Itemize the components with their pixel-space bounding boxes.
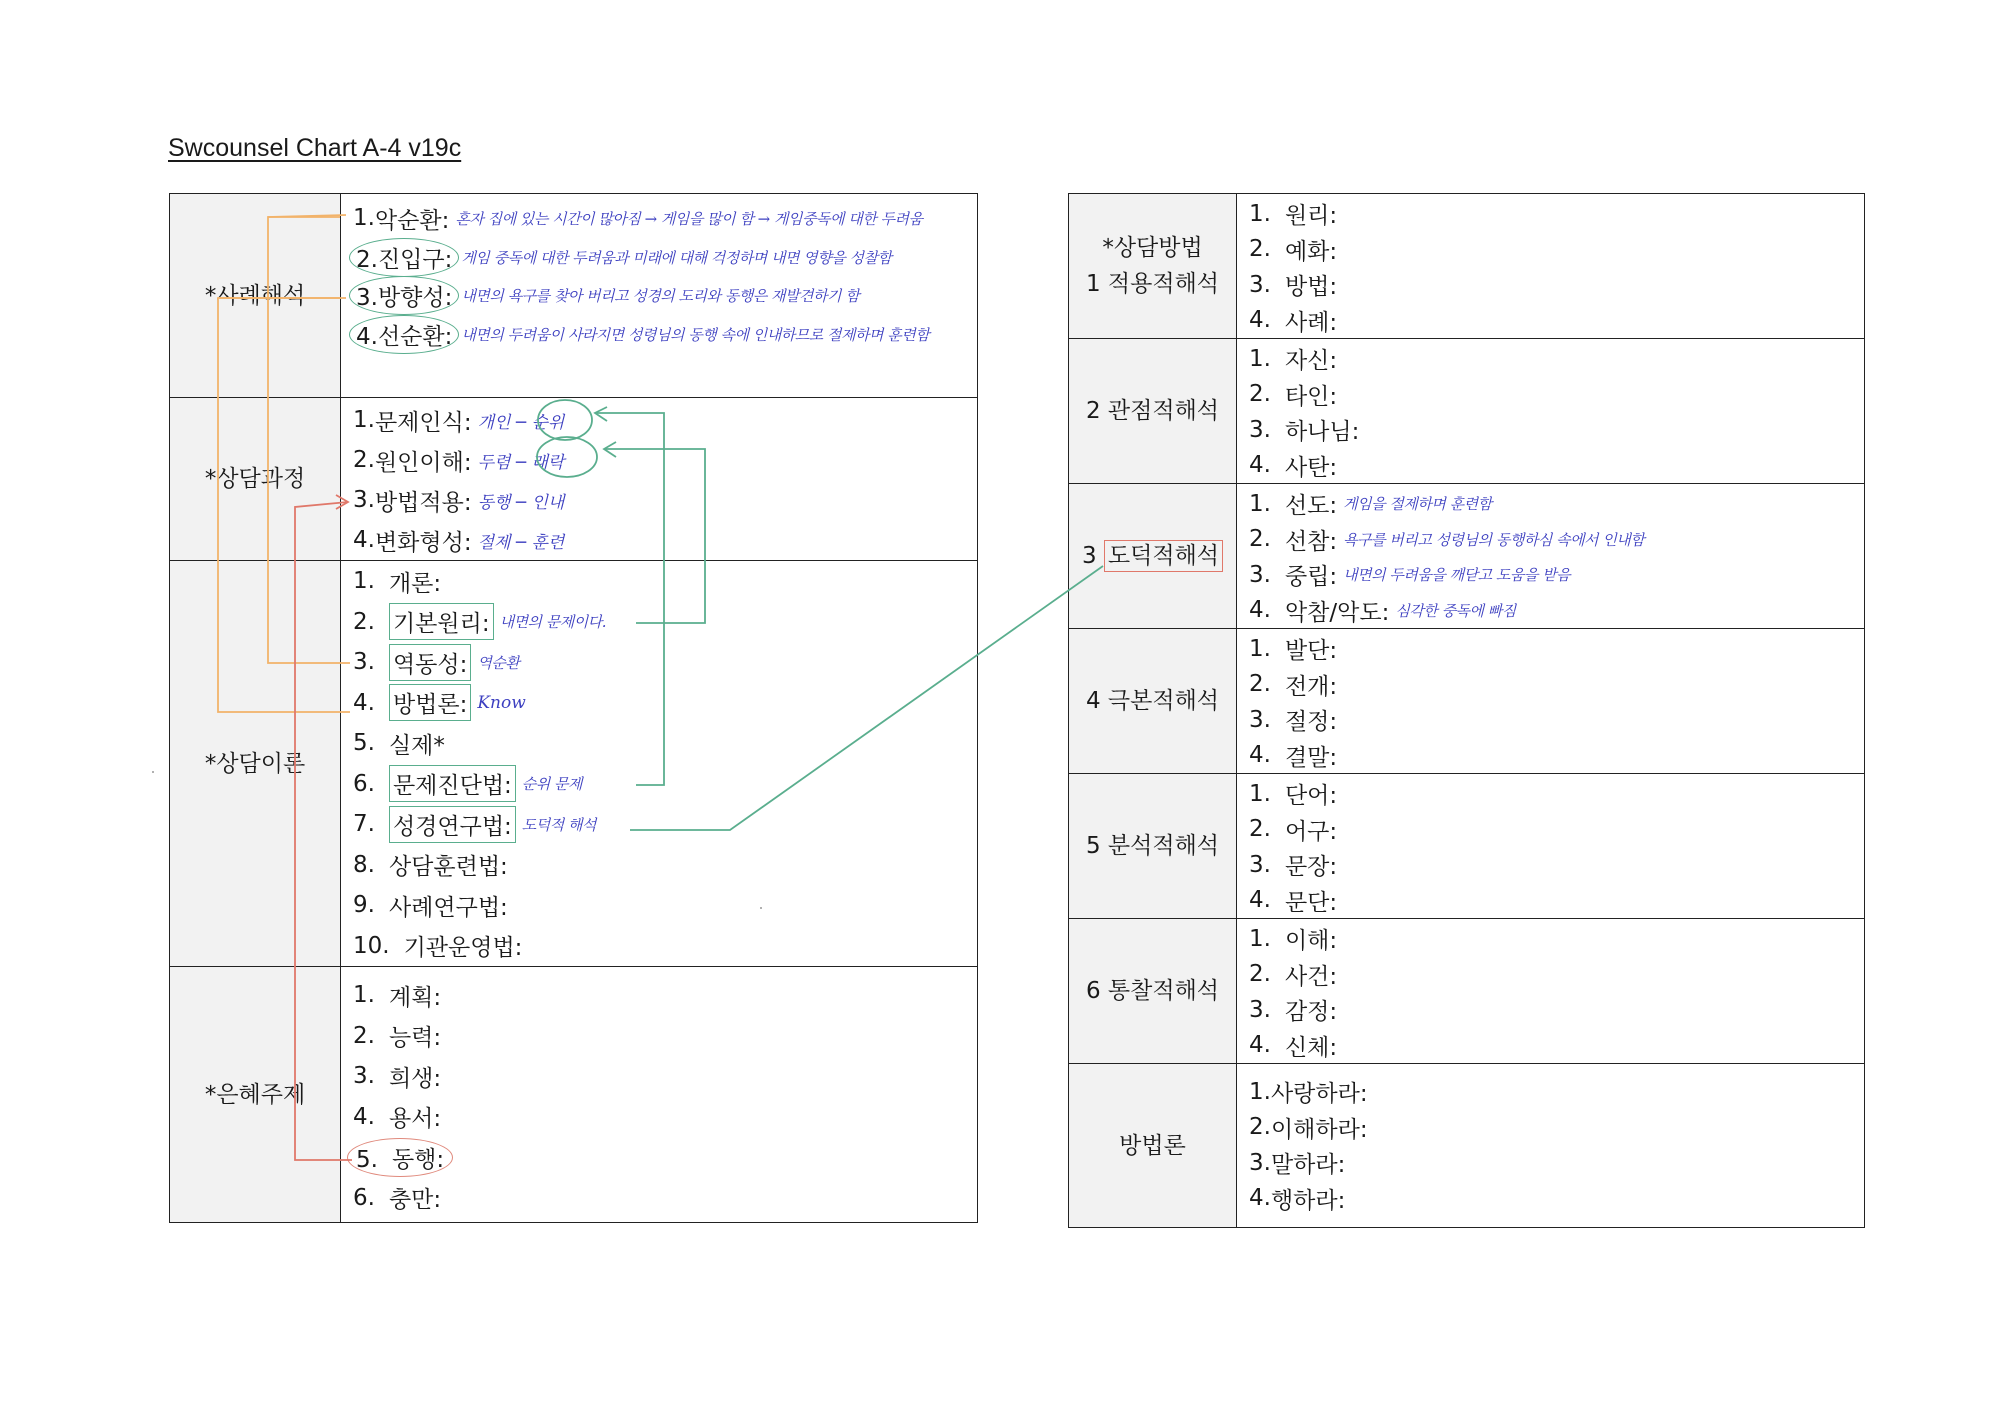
handwritten-note: 게임을 절제하며 훈련함 [1343, 495, 1492, 514]
speck [152, 771, 154, 773]
list-item: 3. 방법적용: 동행 ─ 인내 [353, 487, 565, 516]
handwritten-note: 게임 중독에 대한 두려움과 미래에 대해 걱정하며 내면 영향을 성찰함 [461, 248, 892, 267]
list-item: 2. 기본원리: 내면의 문제이다. [353, 602, 977, 643]
list-item: 4. 변화형성: 절제 ─ 훈련 [353, 527, 565, 556]
section-counseling-method [1069, 194, 1865, 339]
boxed-label: 문제진단법: [389, 765, 516, 802]
list-item: 4. 신체: [1249, 1032, 1338, 1061]
speck [760, 907, 762, 909]
handwritten-note: 내면의 두려움이 사라지면 성령님의 동행 속에 인내하므로 절제하며 훈련함 [461, 325, 930, 344]
circled-label: 4.선순환: [349, 315, 459, 354]
handwritten-note: 내면의 두려움을 깨닫고 도움을 받음 [1343, 566, 1571, 585]
list-item: 2. 이해하라: [1249, 1114, 1368, 1143]
list-item [353, 276, 977, 314]
handwritten-note: 순위 문제 [521, 775, 583, 794]
handwritten-note: 내면의 문제이다. [499, 613, 607, 632]
list-item: 3. 방법: [1249, 271, 1338, 301]
list-item: 1. 선도: 게임을 절제하며 훈련함 [1249, 490, 1492, 520]
list-item: 4. 용서: [353, 1103, 442, 1133]
list-item: 4. 사례: [1249, 307, 1338, 336]
list-item: 1. 이해: [1249, 925, 1338, 955]
circled-label: 2.진입구: [349, 238, 459, 277]
list-item: 5. 실제* [353, 730, 445, 759]
section-counseling-process [170, 398, 978, 561]
list-item: 9. 사례연구법: [353, 892, 508, 921]
list-item: 4. 행하라: [1249, 1185, 1346, 1214]
list-item: 2. 예화: [1249, 236, 1338, 265]
list-item [353, 238, 977, 276]
left-chart-table [169, 193, 978, 1223]
section-label: 3 [1081, 543, 1097, 569]
list-item [353, 314, 977, 354]
list-item: 10. 기관운영법: [353, 932, 523, 962]
section-counseling-theory [170, 561, 978, 967]
chart-title: Swcounsel Chart A-4 v19c [168, 134, 462, 162]
list-item: 2. 원인이해: 두렴 ─ 래락 [353, 447, 565, 476]
list-item: 3. 문장: [1249, 851, 1338, 881]
list-item: 2. 사건: [1249, 961, 1338, 990]
handwritten-note: 혼자 집에 있는 시간이 많아짐 → 게임을 많이 함 → 게임중독에 대한 두려움 [455, 209, 923, 228]
right-chart-table [1068, 193, 1865, 1228]
section-label: 2 관점적해석 [1069, 339, 1237, 484]
circled-label: 5. 동행: [347, 1138, 453, 1177]
list-item: 3. 희생: [353, 1063, 442, 1092]
list-item: 2. 전개: [1249, 671, 1338, 700]
section-methodology [1069, 1064, 1865, 1228]
list-item: 7. 성경연구법: 도덕적 해석 [353, 804, 977, 845]
section-grace-themes [170, 967, 978, 1223]
list-item: 4. 방법론: Know [353, 683, 977, 724]
section-dramatic [1069, 629, 1865, 774]
handwritten-note: 두렴 ─ 래락 [477, 452, 565, 473]
section-label: 방법론 [1069, 1064, 1237, 1228]
boxed-label: 성경연구법: [389, 806, 516, 843]
list-item: 8. 상담훈련법: [353, 851, 508, 881]
list-item: 2. 타인: [1249, 381, 1338, 410]
handwritten-note: 개인 ─ 순위 [477, 412, 565, 433]
list-item: 1. 원리: [1249, 200, 1338, 230]
section-insight [1069, 919, 1865, 1064]
boxed-label: 기본원리: [389, 603, 494, 640]
list-item: 4. 악참/악도: 심각한 중독에 빠짐 [1249, 597, 1516, 626]
section-label: *상담이론 [170, 561, 341, 967]
list-item: 1. 계획: [353, 982, 442, 1011]
section-moral [1069, 484, 1865, 629]
list-item: 6. 문제진단법: 순위 문제 [353, 764, 977, 805]
list-item: 3. 절정: [1249, 706, 1338, 736]
boxed-label: 방법론: [389, 684, 471, 721]
boxed-label: 역동성: [389, 644, 471, 681]
list-item: 2. 선참: 욕구를 버리고 성령님의 동행하심 속에서 인내함 [1249, 526, 1645, 555]
list-item: 1. 악순환: 혼자 집에 있는 시간이 많아짐 → 게임을 많이 함 → 게임중독에 대한 두려움 [353, 205, 923, 234]
section-perspective [1069, 339, 1865, 484]
list-item: 3. 감정: [1249, 996, 1338, 1026]
handwritten-note: Know [477, 692, 526, 713]
section-label: *상담방법 [1102, 235, 1203, 261]
section-case-analysis [170, 194, 978, 398]
list-item: 1. 문제인식: 개인 ─ 순위 [353, 407, 565, 436]
list-item: 4. 문단: [1249, 887, 1338, 916]
handwritten-note: 심각한 중독에 빠짐 [1395, 601, 1516, 620]
list-item: 1. 자신: [1249, 345, 1338, 375]
list-item: 4. 사탄: [1249, 452, 1338, 481]
section-label: 6 통찰적해석 [1069, 919, 1237, 1064]
list-item: 3. 중립: 내면의 두려움을 깨닫고 도움을 받음 [1249, 561, 1571, 591]
section-label: *상담과정 [170, 398, 341, 561]
section-sublabel: 1 적용적해석 [1085, 271, 1220, 297]
handwritten-note: 절제 ─ 훈련 [477, 532, 565, 553]
list-item: 3. 역동성: 역순환 [353, 642, 977, 683]
section-label: *사례해석 [170, 194, 341, 398]
handwritten-note: 내면의 욕구를 찾아 버리고 성경의 도리와 동행은 재발견하기 함 [461, 286, 860, 305]
list-item: 1. 단어: [1249, 780, 1338, 810]
handwritten-note: 동행 ─ 인내 [477, 492, 565, 513]
section-label: 4 극본적해석 [1069, 629, 1237, 774]
list-item: 2. 능력: [353, 1022, 442, 1052]
list-item: 1. 사랑하라: [1249, 1078, 1368, 1108]
handwritten-note: 도덕적 해석 [521, 815, 597, 834]
section-label: *은혜주제 [170, 967, 341, 1223]
section-analytic [1069, 774, 1865, 919]
circled-label: 3.방향성: [349, 276, 459, 315]
list-item: 2. 어구: [1249, 816, 1338, 845]
handwritten-note: 욕구를 버리고 성령님의 동행하심 속에서 인내함 [1343, 530, 1645, 549]
list-item: 6. 충만: [353, 1184, 442, 1214]
boxed-section-label: 도덕적해석 [1104, 540, 1223, 572]
section-label: 5 분석적해석 [1069, 774, 1237, 919]
list-item: 1. 개론: [353, 568, 442, 597]
list-item: 3. 말하라: [1249, 1149, 1346, 1179]
list-item: 1. 발단: [1249, 635, 1338, 665]
list-item: 4. 결말: [1249, 742, 1338, 771]
list-item: 3. 하나님: [1249, 416, 1360, 446]
list-item [353, 1137, 977, 1178]
handwritten-note: 역순환 [477, 653, 520, 672]
